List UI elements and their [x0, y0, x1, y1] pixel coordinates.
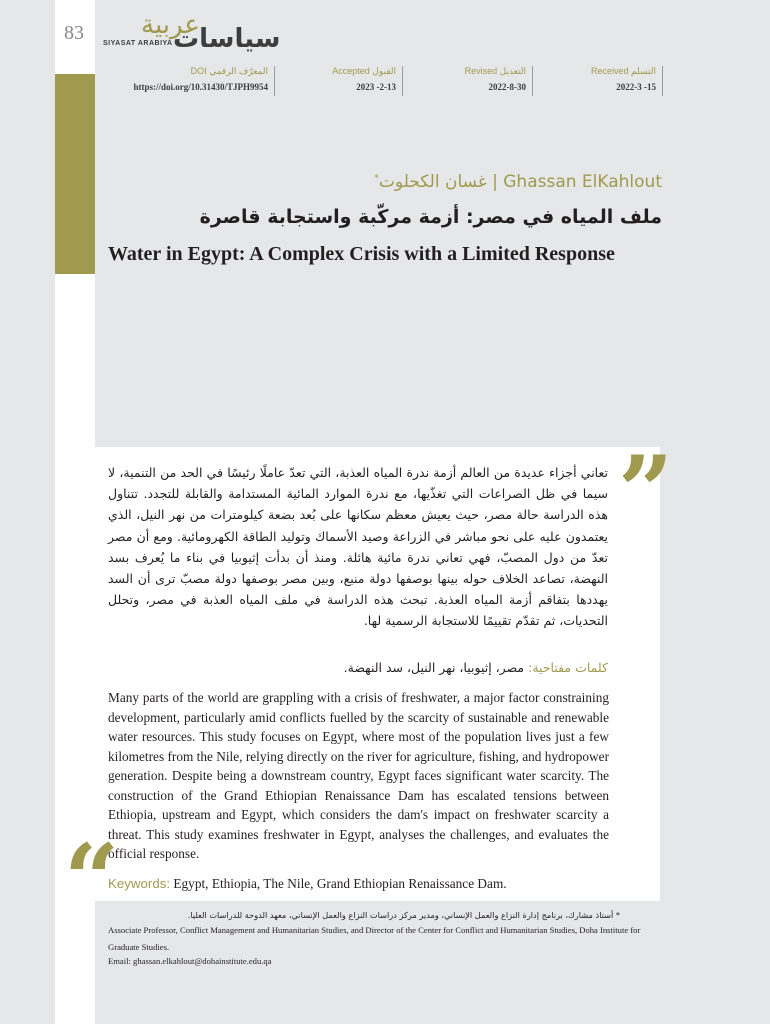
logo-arabic-accent: عربية	[141, 10, 200, 40]
meta-doi	[120, 66, 275, 96]
accepted-value: 2023 -2-13	[356, 82, 396, 92]
abstract-arabic: تعاني أجزاء عديدة من العالم أزمة ندرة المياه العذبة، التي تعدّ عاملًا رئيسًا في الحد من التنمية، لا سيما في ظل الصراعات التي تغذّيها، مع ندرة الموارد المائية المستدامة والقابلة للتجدد. تتناول هذه الدراسة حالة مصر، حيث يعيش معظم سكانها على بُعد بضعة كيلومترات من نهر النيل، الذي يعتمدون عليه على نحو مباشر في الزراعة وصيد الأسماك وتوليد الطاقة الكهرومائية. ومع أن مصر تعدّ من دول المصبّ، فهي تعاني ندرة مائية هائلة. ومنذ أن بدأت إثيوبيا في بناء ما يُعرف بسد النهضة، تصاعد الخلاف حوله بينها بوصفها دولة منبع، وبين مصر بوصفها دولة مصبّ ترى أن السد يهددها بتفاقم أزمة المياه العذبة. تبحث هذه الدراسة في ملف المياه العذبة في مصر، وتحلل التحديات، ثم تقدّم تقييمًا للاستجابة الرسمية لها.	[108, 465, 608, 629]
quote-close-icon: “	[64, 823, 120, 936]
meta-received	[560, 66, 663, 96]
logo-english: SIYASAT ARABIYA	[103, 40, 173, 47]
author-name: غسان الكحلوت | Ghassan ElKahlout	[378, 172, 662, 192]
keywords-english-label: Keywords:	[108, 876, 171, 891]
keywords-arabic	[344, 660, 608, 675]
meta-accepted	[300, 66, 403, 96]
footnote-arabic: * أستاذ مشارك، برنامج إدارة النزاع والعمل الإنساني، ومدير مركز دراسات النزاع والعمل الإنساني، معهد الدوحة للدراسات العليا.	[187, 910, 620, 920]
received-value: 2022-3 -15	[616, 82, 656, 92]
accepted-label: Accepted القبول	[332, 66, 396, 76]
page-number: 83	[64, 22, 84, 44]
author-footnote-mark: *	[374, 173, 379, 184]
revised-value: 2022-8-30	[488, 82, 526, 92]
abstract-english: Many parts of the world are grappling with a crisis of freshwater, a major factor constraining development, particularly amid conflicts fuelled by the scarcity of sustainable and renewable water resources. This study focuses on Egypt, where most of the population lives just a few kilometres from the Nile, relying directly on the river for agriculture, fishing, and hydropower generation. Despite being a downstream country, Egypt faces significant water scarcity. The construction of the Grand Ethiopian Renaissance Dam has escalated tensions between Ethiopia, upstream and Egypt, which considers the dam's impact on freshwater scarcity a threat. This study examines freshwater in Egypt, analyses the challenges, and evaluates the official response.	[108, 690, 609, 861]
journal-logo	[103, 10, 281, 54]
doi-label: DOI المعرّف الرقمي	[190, 66, 268, 76]
keywords-arabic-values: مصر، إثيوبيا، نهر النيل، سد النهضة.	[343, 660, 525, 675]
title-english: Water in Egypt: A Complex Crisis with a Limited Response	[108, 243, 615, 265]
revised-label: Revised التعديل	[464, 66, 526, 76]
quote-open-icon: ”	[618, 435, 674, 548]
received-label: Received التسلم	[591, 66, 656, 76]
footnote-email[interactable]: Email: ghassan.elkahlout@dohainstitute.edu.qa	[108, 956, 272, 966]
doi-value[interactable]: https://doi.org/10.31430/TJPH9954	[133, 82, 268, 92]
keywords-english	[108, 876, 507, 892]
keywords-english-values: Egypt, Ethiopia, The Nile, Grand Ethiopian Renaissance Dam.	[173, 876, 507, 891]
author-line	[374, 172, 662, 192]
meta-revised	[430, 66, 533, 96]
keywords-arabic-label: كلمات مفتاحية:	[528, 660, 608, 675]
logo-arabic-main: سياسات	[173, 24, 281, 54]
accent-bar	[55, 74, 95, 274]
footnote-english: Associate Professor, Conflict Management and Humanitarian Studies, and Director of the Center for Conflict and Humanitarian Studies, Doha Institute for Graduate Studies.	[108, 925, 641, 952]
title-arabic: ملف المياه في مصر: أزمة مركّبة واستجابة قاصرة	[199, 206, 662, 228]
